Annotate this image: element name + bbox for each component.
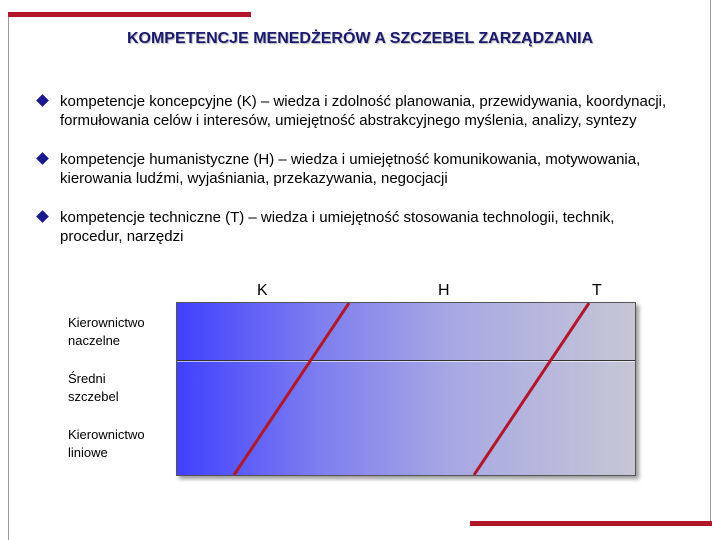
bullet-item-techniczne (36, 208, 676, 246)
column-label-k: K (257, 282, 268, 299)
diamond-bullet-icon (36, 94, 49, 107)
row-label-line: Kierownictwo (68, 315, 145, 330)
row-label-top-management (68, 314, 145, 350)
diamond-bullet-icon (36, 210, 49, 223)
row-label-line-management (68, 426, 145, 462)
bullet-item-humanistyczne (36, 150, 676, 188)
row-label-line: Kierownictwo (68, 427, 145, 442)
frame-line-left (8, 14, 9, 540)
row-label-line: szczebel (68, 389, 119, 404)
row-label-line: liniowe (68, 445, 108, 460)
decor-bar-bottom (470, 521, 712, 526)
divider-line-h-t (474, 303, 589, 475)
column-label-t: T (592, 282, 602, 299)
diamond-bullet-icon (36, 152, 49, 165)
row-label-line: Średni (68, 371, 106, 386)
slide-title: KOMPETENCJE MENEDŻERÓW A SZCZEBEL ZARZĄDZANIA (126, 30, 594, 47)
row-label-middle-management (68, 370, 119, 406)
frame-line-right (710, 0, 711, 526)
bullet-text: kompetencje techniczne (T) – wiedza i umiejętność stosowania technologii, technik, procedur, narzędzi (60, 209, 615, 245)
decor-bar-top (8, 12, 251, 17)
divider-line-k-h (234, 303, 349, 475)
management-levels-panel (176, 302, 636, 476)
bullet-text: kompetencje koncepcyjne (K) – wiedza i zdolność planowania, przewidywania, koordynacji, formułowania celów i interesów, umiejętność abstrakcyjnego myślenia, analizy, syntezy (60, 93, 667, 129)
column-label-h: H (438, 282, 450, 299)
row-label-line: naczelne (68, 333, 121, 348)
bullet-text: kompetencje humanistyczne (H) – wiedza i umiejętność komunikowania, motywowania, kierowania ludźmi, wyjaśniania, przekazywania, negocjacji (60, 151, 641, 187)
competence-divider-lines (177, 303, 635, 475)
bullet-list (36, 92, 676, 266)
bullet-item-koncepcyjne (36, 92, 676, 130)
